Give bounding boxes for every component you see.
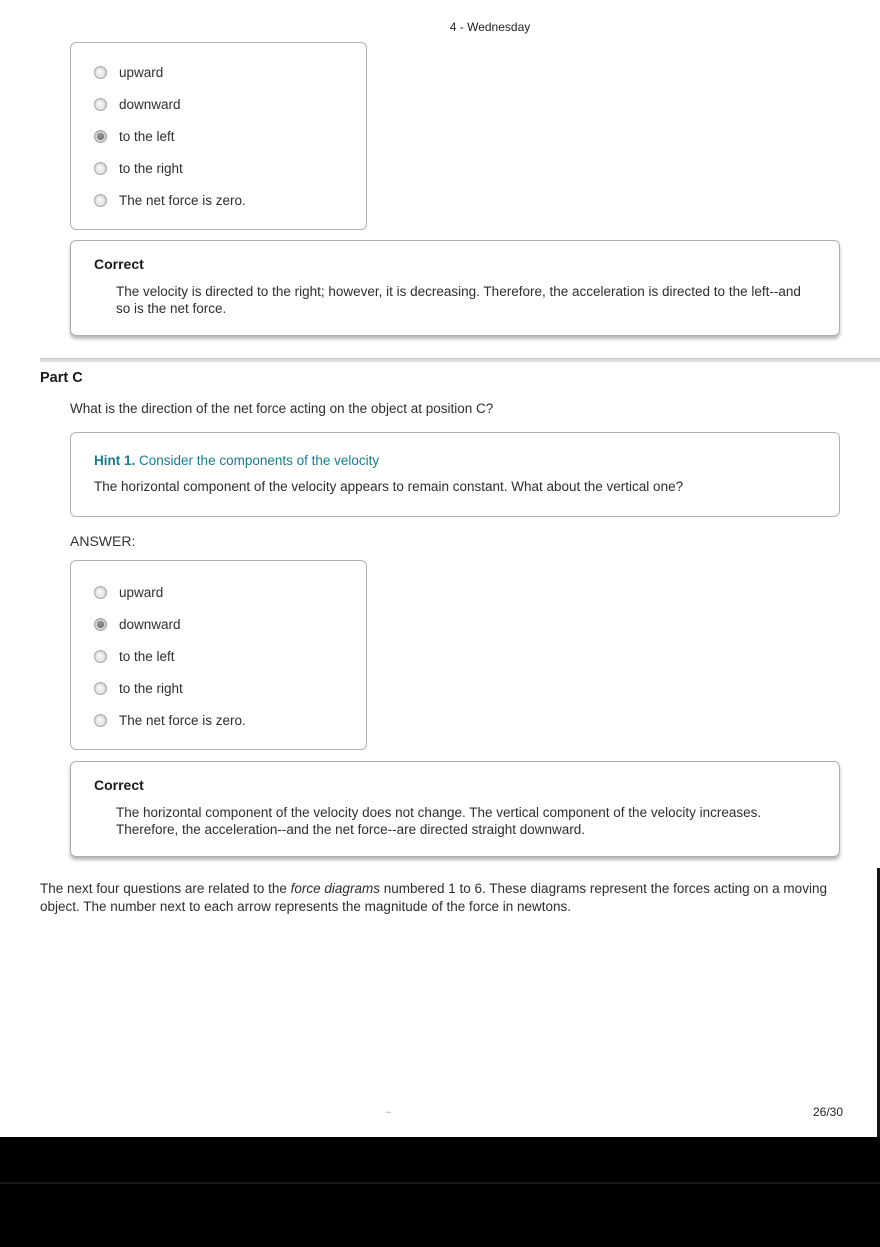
radio-option-label: upward	[119, 584, 164, 600]
radio-button-icon[interactable]	[94, 682, 107, 695]
radio-option[interactable]	[71, 56, 366, 88]
intro-text-before: The next four questions are related to the	[40, 881, 291, 896]
answer-options-group-c	[70, 560, 367, 750]
hint-label[interactable]: Hint 1.	[94, 453, 136, 468]
feedback-box-c	[70, 761, 840, 857]
intro-paragraph	[40, 880, 835, 915]
hint-box	[70, 432, 840, 517]
radio-button-icon[interactable]	[94, 98, 107, 111]
radio-button-icon[interactable]	[94, 650, 107, 663]
feedback-text: The horizontal component of the velocity does not change. The vertical component of the velocity increases. Therefore, the acceleration--and the net force--are directed straight downward.	[116, 805, 762, 837]
radio-button-icon[interactable]	[94, 618, 107, 631]
page-background-bottom	[0, 1137, 880, 1247]
feedback-title: Correct	[94, 777, 144, 793]
radio-option-label: The net force is zero.	[119, 192, 246, 208]
radio-button-icon[interactable]	[94, 66, 107, 79]
radio-option-label: to the left	[119, 648, 175, 664]
radio-option[interactable]	[71, 704, 366, 736]
section-divider	[40, 358, 880, 362]
radio-option-label: to the right	[119, 160, 183, 176]
hint-link[interactable]: Consider the components of the velocity	[139, 453, 380, 468]
radio-option[interactable]	[71, 120, 366, 152]
radio-button-icon[interactable]	[94, 194, 107, 207]
hint-text: The horizontal component of the velocity appears to remain constant. What about the vertical one?	[94, 479, 684, 494]
radio-option-label: The net force is zero.	[119, 712, 246, 728]
page-background-line	[0, 1182, 880, 1184]
radio-option[interactable]	[71, 184, 366, 216]
feedback-box-b	[70, 240, 840, 336]
radio-option[interactable]	[71, 576, 366, 608]
radio-option[interactable]	[71, 608, 366, 640]
radio-option-label: to the right	[119, 680, 183, 696]
part-c-question: What is the direction of the net force acting on the object at position C?	[70, 401, 494, 416]
radio-option-label: upward	[119, 64, 164, 80]
radio-button-icon[interactable]	[94, 162, 107, 175]
radio-option[interactable]	[71, 640, 366, 672]
radio-button-icon[interactable]	[94, 714, 107, 727]
radio-option[interactable]	[71, 88, 366, 120]
answer-label: ANSWER:	[70, 533, 136, 549]
part-c-heading: Part C	[40, 370, 83, 386]
scan-artifact: ~	[385, 1107, 392, 1119]
radio-option[interactable]	[71, 672, 366, 704]
radio-button-icon[interactable]	[94, 586, 107, 599]
radio-option-label: downward	[119, 616, 181, 632]
radio-option[interactable]	[71, 152, 366, 184]
page-header: 4 - Wednesday	[449, 20, 531, 34]
intro-text-italic: force diagrams	[290, 881, 380, 896]
intro-text-after: numbered 1 to 6. These diagrams represent the forces acting on a moving object. The number next to each arrow represents the magnitude of the force in newtons.	[40, 881, 827, 914]
feedback-title: Correct	[94, 256, 144, 272]
answer-options-group-b	[70, 42, 367, 230]
radio-button-icon[interactable]	[94, 130, 107, 143]
radio-option-label: downward	[119, 96, 181, 112]
hint-title[interactable]	[94, 453, 839, 468]
radio-option-label: to the left	[119, 128, 175, 144]
page-number: 26/30	[812, 1105, 843, 1119]
feedback-text: The velocity is directed to the right; however, it is decreasing. Therefore, the acceleration is directed to the left--and so is the net force.	[116, 284, 801, 316]
